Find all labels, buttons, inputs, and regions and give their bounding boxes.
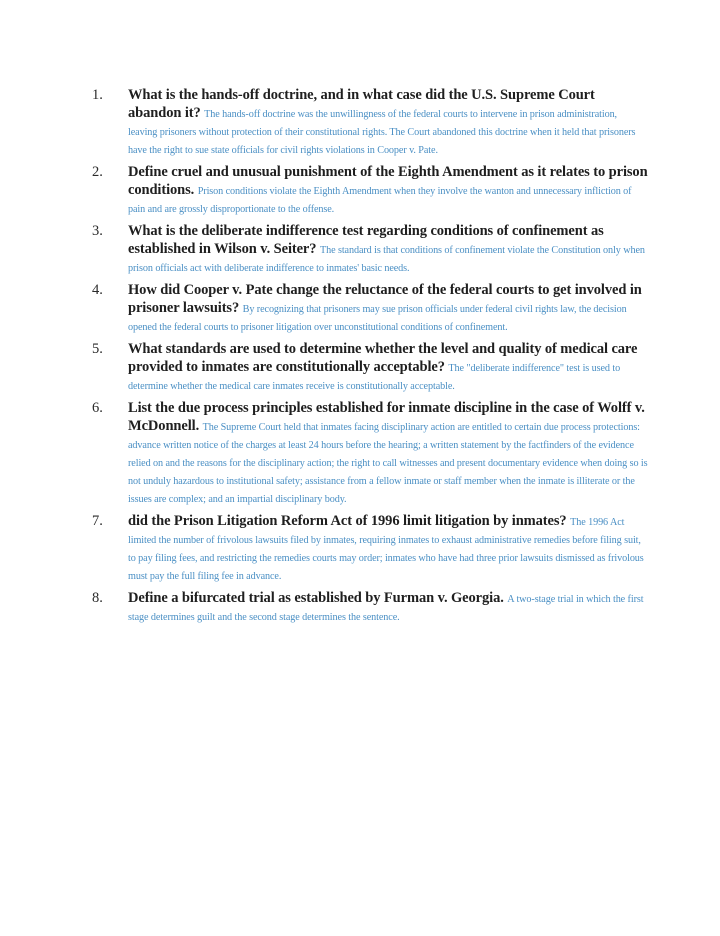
question-item (92, 589, 648, 625)
question-text: Define a bifurcated trial as established by Furman v. Georgia. (128, 590, 504, 606)
question-text: What standards are used to determine whether the level and quality of medical care provided to inmates are constitutionally acceptable? (128, 341, 638, 375)
question-body (128, 281, 648, 335)
question-list (92, 86, 648, 630)
question-item (92, 163, 648, 217)
question-body (128, 512, 648, 584)
question-number: 4. (92, 282, 103, 298)
answer-text: By recognizing that prisoners may sue prison officials under federal civil rights law, the decision opened the federal courts to prisoner litigation over unconstitutional conditions of confinement. (128, 304, 627, 333)
question-number: 7. (92, 513, 103, 529)
answer-text: The standard is that conditions of confinement violate the Constitution only when prison officials act with deliberate indifference to inmates' basic needs. (128, 245, 645, 274)
question-body (128, 86, 648, 158)
question-body (128, 589, 648, 625)
question-number: 2. (92, 164, 103, 180)
question-number: 1. (92, 87, 103, 103)
question-text: List the due process principles established for inmate discipline in the case of Wolff v. McDonnell. (128, 400, 645, 434)
question-item (92, 281, 648, 335)
question-body (128, 340, 648, 394)
question-number: 3. (92, 223, 103, 239)
answer-text: The Supreme Court held that inmates facing disciplinary action are entitled to certain due process protections: advance written notice of the charges at least 24 hours before the hearing; a written statement by the factfinders of the evidence relied on and the reasons for the disciplinary action; the right to call witnesses and present documentary evidence when doing so is not unduly hazardous to institutional safety; assistance from a fellow inmate or staff member when the inmate is illiterate or the issues are complex; and an impartial disciplinary body. (128, 422, 648, 505)
question-item (92, 222, 648, 276)
question-text: What is the hands-off doctrine, and in what case did the U.S. Supreme Court abandon it? (128, 87, 595, 121)
question-number: 6. (92, 400, 103, 416)
answer-text: A two-stage trial in which the first stage determines guilt and the second stage determines the sentence. (128, 594, 644, 623)
question-item (92, 340, 648, 394)
question-text: did the Prison Litigation Reform Act of 1996 limit litigation by inmates? (128, 513, 567, 529)
question-item (92, 86, 648, 158)
answer-text: The "deliberate indifference" test is used to determine whether the medical care inmates receive is constitutionally acceptable. (128, 363, 621, 392)
question-item (92, 399, 648, 507)
question-number: 8. (92, 590, 103, 606)
answer-text: Prison conditions violate the Eighth Amendment when they involve the wanton and unnecessary infliction of pain and are grossly disproportionate to the offense. (128, 186, 632, 215)
question-body (128, 399, 648, 507)
question-text: How did Cooper v. Pate change the reluctance of the federal courts to get involved in prisoner lawsuits? (128, 282, 642, 316)
question-body (128, 163, 648, 217)
question-number: 5. (92, 341, 103, 357)
question-text: What is the deliberate indifference test regarding conditions of confinement as established in Wilson v. Seiter? (128, 223, 604, 257)
answer-text: The hands-off doctrine was the unwillingness of the federal courts to intervene in prison administration, leaving prisoners without protection of their constitutional rights. The Court abandoned this doctrine when it held that prisoners have the right to sue state officials for civil rights violations in Cooper v. Pate. (128, 109, 636, 156)
answer-text: The 1996 Act limited the number of frivolous lawsuits filed by inmates, requiring inmates to exhaust administrative remedies before filing suit, to pay filing fees, and restricting the remedies courts may order; inmates who have had three prior lawsuits dismissed as frivolous must pay the full filing fee in advance. (128, 517, 644, 582)
question-body (128, 222, 648, 276)
question-text: Define cruel and unusual punishment of the Eighth Amendment as it relates to prison conditions. (128, 164, 648, 198)
question-item (92, 512, 648, 584)
